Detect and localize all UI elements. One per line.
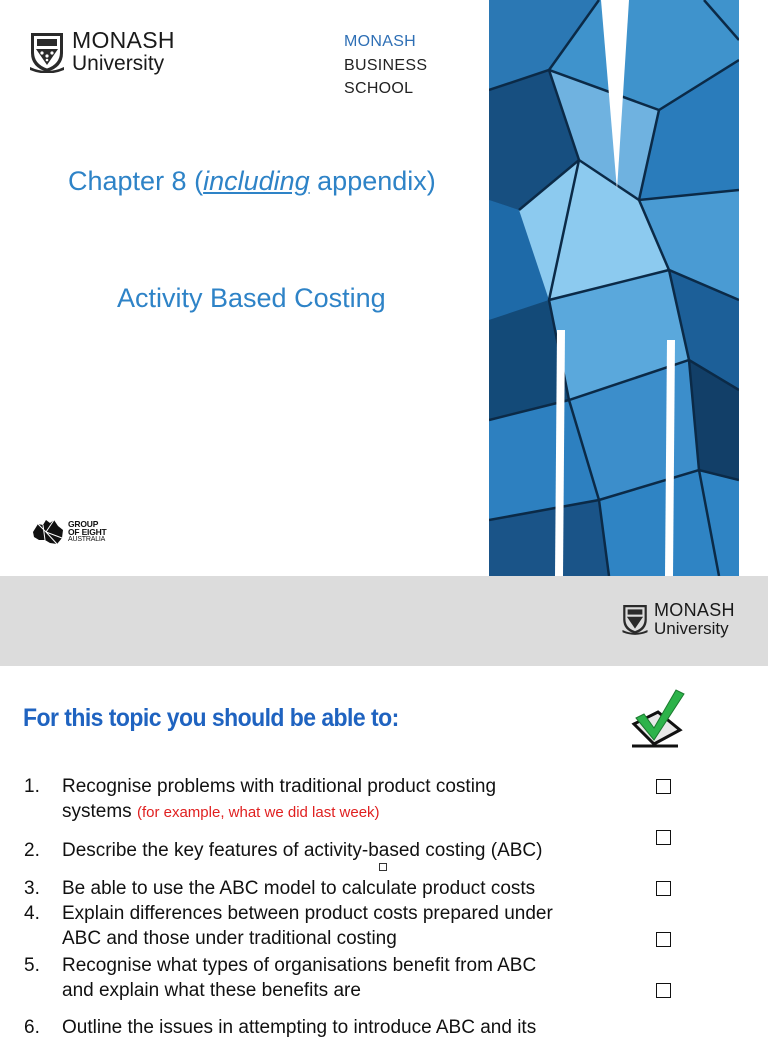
objectives-slide: [0, 666, 768, 1038]
monash-logo-small: [621, 601, 735, 637]
objective-text-line-1: Be able to use the ABC model to calculate product costs: [62, 878, 536, 899]
objective-text-line-1: Recognise problems with traditional product costing: [62, 776, 497, 797]
resize-handle[interactable]: [379, 863, 387, 871]
band-logo-university-text: University: [654, 619, 729, 638]
objective-text-line-1: Recognise what types of organisations benefit from ABC: [62, 955, 537, 976]
australia-map-icon: [31, 518, 65, 546]
objective-number: 4.: [24, 903, 40, 924]
chapter-title-post: appendix): [309, 166, 436, 196]
objectives-heading: For this topic you should be able to:: [23, 704, 399, 732]
group-of-eight-logo: [31, 518, 107, 546]
objective-text-line-2: and explain what these benefits are: [62, 980, 361, 1001]
objective-checkbox-3[interactable]: [656, 881, 671, 896]
go8-line-1: GROUP: [68, 519, 99, 529]
logo-monash-text: MONASH: [72, 27, 175, 53]
objective-text-line-2: systems: [62, 801, 137, 822]
slide-subtitle: Activity Based Costing: [117, 283, 386, 313]
objective-note: (for example, what we did last week): [136, 804, 380, 821]
slide-separator-band: [0, 576, 768, 666]
blue-architecture-photo: [489, 0, 739, 576]
chapter-title-emphasis: including: [203, 166, 310, 196]
objective-number: 6.: [24, 1017, 40, 1038]
objective-text-line-1: Describe the key features of activity-based costing (ABC): [62, 840, 543, 861]
objective-checkbox-4[interactable]: [656, 932, 671, 947]
objective-number: 5.: [24, 955, 40, 976]
business-school-label: [344, 30, 427, 101]
objective-text-line-1: Outline the issues in attempting to introduce ABC and its: [62, 1017, 537, 1038]
mbs-line-2: BUSINESS: [344, 56, 428, 74]
objective-number: 2.: [24, 840, 40, 861]
objective-number: 1.: [24, 776, 40, 797]
monash-logo: [28, 29, 175, 74]
mbs-line-1: MONASH: [344, 33, 417, 50]
objective-checkbox-1[interactable]: [656, 779, 671, 794]
objective-text-line-2: ABC and those under traditional costing: [62, 928, 397, 949]
mbs-line-3: SCHOOL: [344, 80, 414, 97]
objective-text-line-1: Explain differences between product costs prepared under: [62, 903, 553, 924]
objective-number: 3.: [24, 878, 40, 899]
objective-checkbox-2[interactable]: [656, 830, 671, 845]
go8-line-3: AUSTRALIA: [68, 536, 106, 543]
go8-line-2: OF EIGHT: [68, 527, 107, 537]
monash-crest-icon: [28, 31, 66, 73]
checkmark-icon: [624, 684, 688, 754]
chapter-title-pre: Chapter 8 (: [68, 166, 204, 196]
objective-checkbox-5[interactable]: [656, 983, 671, 998]
chapter-title: [68, 166, 436, 197]
band-logo-monash-text: MONASH: [654, 600, 735, 620]
logo-university-text: University: [72, 52, 165, 75]
monash-crest-icon: [621, 603, 649, 635]
